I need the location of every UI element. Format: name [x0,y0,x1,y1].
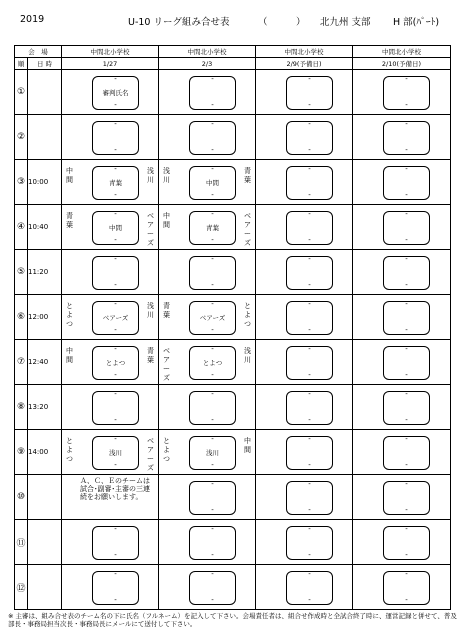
match-cell [353,340,451,385]
score-dash-bottom: - [211,596,214,604]
match-cell [62,565,159,610]
score-dash-top: - [211,300,214,308]
referee-name-box[interactable] [92,166,139,200]
match-cell [353,385,451,430]
match-cell [256,295,353,340]
referee-name-box[interactable] [286,121,333,155]
score-dash-top: - [308,390,311,398]
away-team: 浅 川 [147,302,154,319]
home-team: と よ つ [66,302,73,328]
match-time [28,520,62,565]
match-time [28,115,62,160]
venue-3: 中間北小学校 [256,46,353,58]
score-dash-bottom: - [308,281,311,289]
match-cell [353,295,451,340]
score-dash-bottom: - [211,506,214,514]
score-dash-top: - [211,165,214,173]
score-dash-top: - [114,255,117,263]
away-team: ベ ア ー ズ [147,437,154,472]
match-cell [62,115,159,160]
referee-name-box[interactable] [286,436,333,470]
match-cell [62,340,159,385]
order-number-text: ⑨ [16,447,26,457]
score-dash-bottom: - [405,506,408,514]
referee-name-box[interactable] [189,256,236,290]
score-dash-top: - [211,255,214,263]
order-number-text: ③ [16,177,26,187]
referee-name-box[interactable] [189,571,236,605]
referee-team: 浅川 [109,449,122,457]
score-dash-top: - [211,435,214,443]
score-dash-bottom: - [114,461,117,469]
order-number-text: ⑤ [16,267,26,277]
away-team: と よ つ [244,302,251,328]
order-number [15,250,28,295]
match-cell [62,295,159,340]
score-dash-top: - [211,210,214,218]
home-team: ベ ア ー ズ [163,347,170,382]
order-number [15,160,28,205]
match-cell [62,520,159,565]
match-cell [159,340,256,385]
score-dash-bottom: - [211,326,214,334]
match-row [15,205,451,250]
away-team: 青 葉 [244,167,251,184]
referee-name-box[interactable] [92,436,139,470]
referee-name-box[interactable] [286,391,333,425]
match-cell [256,250,353,295]
order-number [15,520,28,565]
home-team: 中 間 [66,167,73,184]
referee-name-box[interactable] [189,211,236,245]
score-dash-bottom: - [114,281,117,289]
match-cell [62,250,159,295]
home-team: と よ つ [66,437,73,463]
match-cell [62,430,159,475]
referee-team: とよつ [202,359,223,367]
match-note: Ａ、Ｃ、Ｅのチームは試合･副審･主審の三連続をお願いします。 [80,477,150,501]
match-cell [159,520,256,565]
score-dash-top: - [308,480,311,488]
score-dash-top: - [114,570,117,578]
score-dash-bottom: - [405,146,408,154]
score-dash-bottom: - [114,146,117,154]
score-dash-top: - [405,165,408,173]
referee-team: ベアーズ [199,314,226,322]
venue-1: 中間北小学校 [62,46,159,58]
order-number-text: ④ [16,222,26,232]
referee-name-box[interactable] [92,346,139,380]
score-dash-top: - [308,75,311,83]
score-dash-top: - [114,525,117,533]
blank-parenthesis: （ ） [258,17,306,28]
referee-name-box[interactable] [189,391,236,425]
home-team: 中 間 [163,212,170,229]
referee-name-box[interactable] [383,481,430,515]
order-number [15,475,28,520]
score-dash-bottom: - [405,551,408,559]
score-dash-top: - [114,390,117,398]
score-dash-bottom: - [405,416,408,424]
match-cell [159,385,256,430]
referee-name-box[interactable] [383,121,430,155]
match-cell [62,475,159,520]
order-number [15,340,28,385]
match-row [15,385,451,430]
score-dash-top: - [405,300,408,308]
referee-name-box[interactable] [189,526,236,560]
score-dash-bottom: - [405,191,408,199]
referee-name-box[interactable] [383,76,430,110]
date-2: 2/3 [159,58,256,70]
score-dash-top: - [405,120,408,128]
match-cell [256,520,353,565]
score-dash-bottom: - [211,551,214,559]
match-row [15,430,451,475]
score-dash-bottom: - [308,191,311,199]
match-row [15,565,451,610]
match-time: 14:00 [28,430,62,475]
score-dash-bottom: - [308,326,311,334]
order-number-text: ⑥ [16,312,26,322]
match-cell [353,565,451,610]
match-time: 10:00 [28,160,62,205]
match-cell [353,520,451,565]
score-dash-top: - [114,210,117,218]
order-number [15,385,28,430]
match-row [15,160,451,205]
score-dash-bottom: - [405,101,408,109]
score-dash-bottom: - [114,551,117,559]
venue-4: 中間北小学校 [353,46,451,58]
home-team: 青 葉 [163,302,170,319]
score-dash-top: - [211,345,214,353]
score-dash-top: - [114,75,117,83]
score-dash-top: - [211,75,214,83]
order-number [15,115,28,160]
section-name: H 部(ﾊﾟｰﾄ) [393,17,440,28]
score-dash-bottom: - [114,326,117,334]
score-dash-top: - [114,435,117,443]
date-4: 2/10(予備日) [353,58,451,70]
referee-name-box[interactable] [383,211,430,245]
date-1: 1/27 [62,58,159,70]
referee-name-box[interactable] [286,211,333,245]
match-cell [159,70,256,115]
score-dash-top: - [308,255,311,263]
score-dash-top: - [405,255,408,263]
score-dash-top: - [308,525,311,533]
score-dash-top: - [308,435,311,443]
match-cell [159,250,256,295]
referee-name-box[interactable] [383,301,430,335]
score-dash-bottom: - [114,416,117,424]
score-dash-bottom: - [211,416,214,424]
home-team: 中 間 [66,347,73,364]
match-time [28,565,62,610]
referee-name-box[interactable] [189,481,236,515]
match-cell [353,160,451,205]
score-dash-bottom: - [308,236,311,244]
match-time: 12:40 [28,340,62,385]
score-dash-top: - [211,570,214,578]
score-dash-top: - [405,435,408,443]
match-cell [256,385,353,430]
score-dash-bottom: - [211,461,214,469]
referee-name-box[interactable] [286,571,333,605]
branch-name: 北九州 支部 [320,17,371,28]
match-cell [62,160,159,205]
score-dash-top: - [211,525,214,533]
match-cell [159,565,256,610]
match-time [28,475,62,520]
match-time: 13:20 [28,385,62,430]
referee-team: 浅川 [206,449,219,457]
score-dash-top: - [308,345,311,353]
score-dash-top: - [114,165,117,173]
year: 2019 [20,14,45,25]
match-cell [256,160,353,205]
score-dash-bottom: - [211,281,214,289]
away-team: ベ ア ー ズ [244,212,251,247]
score-dash-bottom: - [114,236,117,244]
score-dash-bottom: - [405,461,408,469]
score-dash-top: - [405,210,408,218]
match-row [15,250,451,295]
order-number-text: ⑫ [16,583,26,594]
score-dash-bottom: - [405,236,408,244]
referee-name-box[interactable] [189,301,236,335]
venue-2: 中間北小学校 [159,46,256,58]
match-cell [159,475,256,520]
match-cell [256,565,353,610]
referee-name-box[interactable] [286,76,333,110]
score-dash-top: - [308,300,311,308]
match-cell [256,115,353,160]
match-cell [159,160,256,205]
score-dash-bottom: - [211,191,214,199]
score-dash-bottom: - [405,281,408,289]
match-cell [353,205,451,250]
referee-name-box[interactable] [286,166,333,200]
match-row [15,115,451,160]
referee-name-box[interactable] [189,436,236,470]
score-dash-bottom: - [114,371,117,379]
order-number-text: ⑪ [16,538,26,549]
order-number [15,565,28,610]
referee-name-box[interactable] [383,346,430,380]
match-time: 12:00 [28,295,62,340]
referee-team: 中間 [109,224,122,232]
score-dash-bottom: - [308,371,311,379]
match-time: 11:20 [28,250,62,295]
match-cell [353,475,451,520]
referee-name-box[interactable] [286,346,333,380]
home-team: 青 葉 [66,212,73,229]
referee-name-box[interactable] [383,256,430,290]
match-time [28,70,62,115]
score-dash-bottom: - [405,596,408,604]
score-dash-top: - [405,570,408,578]
away-team: 浅 川 [147,167,154,184]
referee-name-box[interactable] [189,166,236,200]
referee-team: 中間 [206,179,219,187]
venue-header-row [15,46,451,58]
order-number-text: ⑩ [16,492,26,502]
score-dash-bottom: - [211,146,214,154]
referee-name-box[interactable] [92,571,139,605]
referee-team: ベアーズ [102,314,129,322]
score-dash-top: - [405,75,408,83]
referee-name-box[interactable] [189,346,236,380]
referee-name-box[interactable] [286,256,333,290]
document-header [0,14,464,30]
score-dash-top: - [114,345,117,353]
referee-name-box[interactable] [286,301,333,335]
referee-name-box[interactable] [383,571,430,605]
score-dash-bottom: - [308,146,311,154]
venue-label: 会 場 [15,46,62,58]
match-row [15,475,451,520]
match-cell [256,430,353,475]
score-dash-top: - [308,210,311,218]
match-row [15,340,451,385]
match-cell [256,205,353,250]
score-dash-top: - [211,480,214,488]
score-dash-bottom: - [308,461,311,469]
order-number [15,295,28,340]
referee-name-box[interactable] [383,391,430,425]
referee-name-box[interactable] [383,166,430,200]
match-cell [256,475,353,520]
order-label: 順 [15,58,28,70]
match-cell [159,115,256,160]
away-team: 中 間 [244,437,251,454]
referee-team: 審判氏名 [102,89,129,97]
match-row [15,520,451,565]
home-team: と よ つ [163,437,170,463]
score-dash-top: - [308,120,311,128]
match-cell [353,430,451,475]
score-dash-bottom: - [308,416,311,424]
match-cell [159,430,256,475]
referee-team: 青葉 [206,224,219,232]
referee-name-box[interactable] [189,76,236,110]
document-title: U-10 リーグ組み合せ表 [128,17,230,28]
score-dash-bottom: - [405,371,408,379]
schedule-table [14,45,451,610]
order-number-text: ⑧ [16,402,26,412]
match-cell [256,340,353,385]
score-dash-bottom: - [211,371,214,379]
match-cell [353,250,451,295]
referee-name-box[interactable] [92,391,139,425]
datetime-label: 日 時 [28,58,62,70]
match-row [15,70,451,115]
order-number [15,205,28,250]
match-cell [62,385,159,430]
footer-note: ※ 主審は、組み合せ表のチーム名の下に氏名（フルネーム）を記入して下さい。会場責任者は、組合せ作成時と全試合終了時に、運営記録と併せて、普及部長・事務局担当次長・事務局長にメールにて送付して下さい。 [8,612,457,628]
score-dash-top: - [114,120,117,128]
referee-team: とよつ [105,359,126,367]
referee-name-box[interactable] [92,76,139,110]
order-number [15,430,28,475]
score-dash-bottom: - [211,236,214,244]
referee-name-box[interactable] [92,301,139,335]
score-dash-top: - [211,390,214,398]
home-team: 浅 川 [163,167,170,184]
score-dash-top: - [405,345,408,353]
date-header-row [15,58,451,70]
date-3: 2/9(予備日) [256,58,353,70]
match-cell [159,205,256,250]
order-number-text: ① [16,87,26,97]
score-dash-top: - [405,525,408,533]
referee-name-box[interactable] [92,256,139,290]
match-cell [62,70,159,115]
away-team: ベ ア ー ズ [147,212,154,247]
score-dash-top: - [308,165,311,173]
score-dash-bottom: - [114,596,117,604]
score-dash-bottom: - [211,101,214,109]
score-dash-top: - [211,120,214,128]
order-number-text: ② [16,132,26,142]
match-cell [159,295,256,340]
score-dash-bottom: - [405,326,408,334]
match-cell [353,70,451,115]
score-dash-top: - [405,390,408,398]
score-dash-bottom: - [308,506,311,514]
score-dash-bottom: - [308,596,311,604]
referee-team: 青葉 [109,179,122,187]
match-cell [256,70,353,115]
order-number [15,70,28,115]
referee-name-box[interactable] [189,121,236,155]
referee-name-box[interactable] [383,526,430,560]
score-dash-bottom: - [308,551,311,559]
away-team: 浅 川 [244,347,251,364]
referee-name-box[interactable] [92,211,139,245]
order-number-text: ⑦ [16,357,26,367]
referee-name-box[interactable] [286,481,333,515]
score-dash-top: - [405,480,408,488]
referee-name-box[interactable] [383,436,430,470]
score-dash-top: - [114,300,117,308]
match-cell [353,115,451,160]
score-dash-bottom: - [114,101,117,109]
score-dash-top: - [308,570,311,578]
referee-name-box[interactable] [92,121,139,155]
score-dash-bottom: - [114,191,117,199]
match-cell [62,205,159,250]
referee-name-box[interactable] [286,526,333,560]
match-time: 10:40 [28,205,62,250]
away-team: 青 葉 [147,347,154,364]
score-dash-bottom: - [308,101,311,109]
referee-name-box[interactable] [92,526,139,560]
match-row [15,295,451,340]
